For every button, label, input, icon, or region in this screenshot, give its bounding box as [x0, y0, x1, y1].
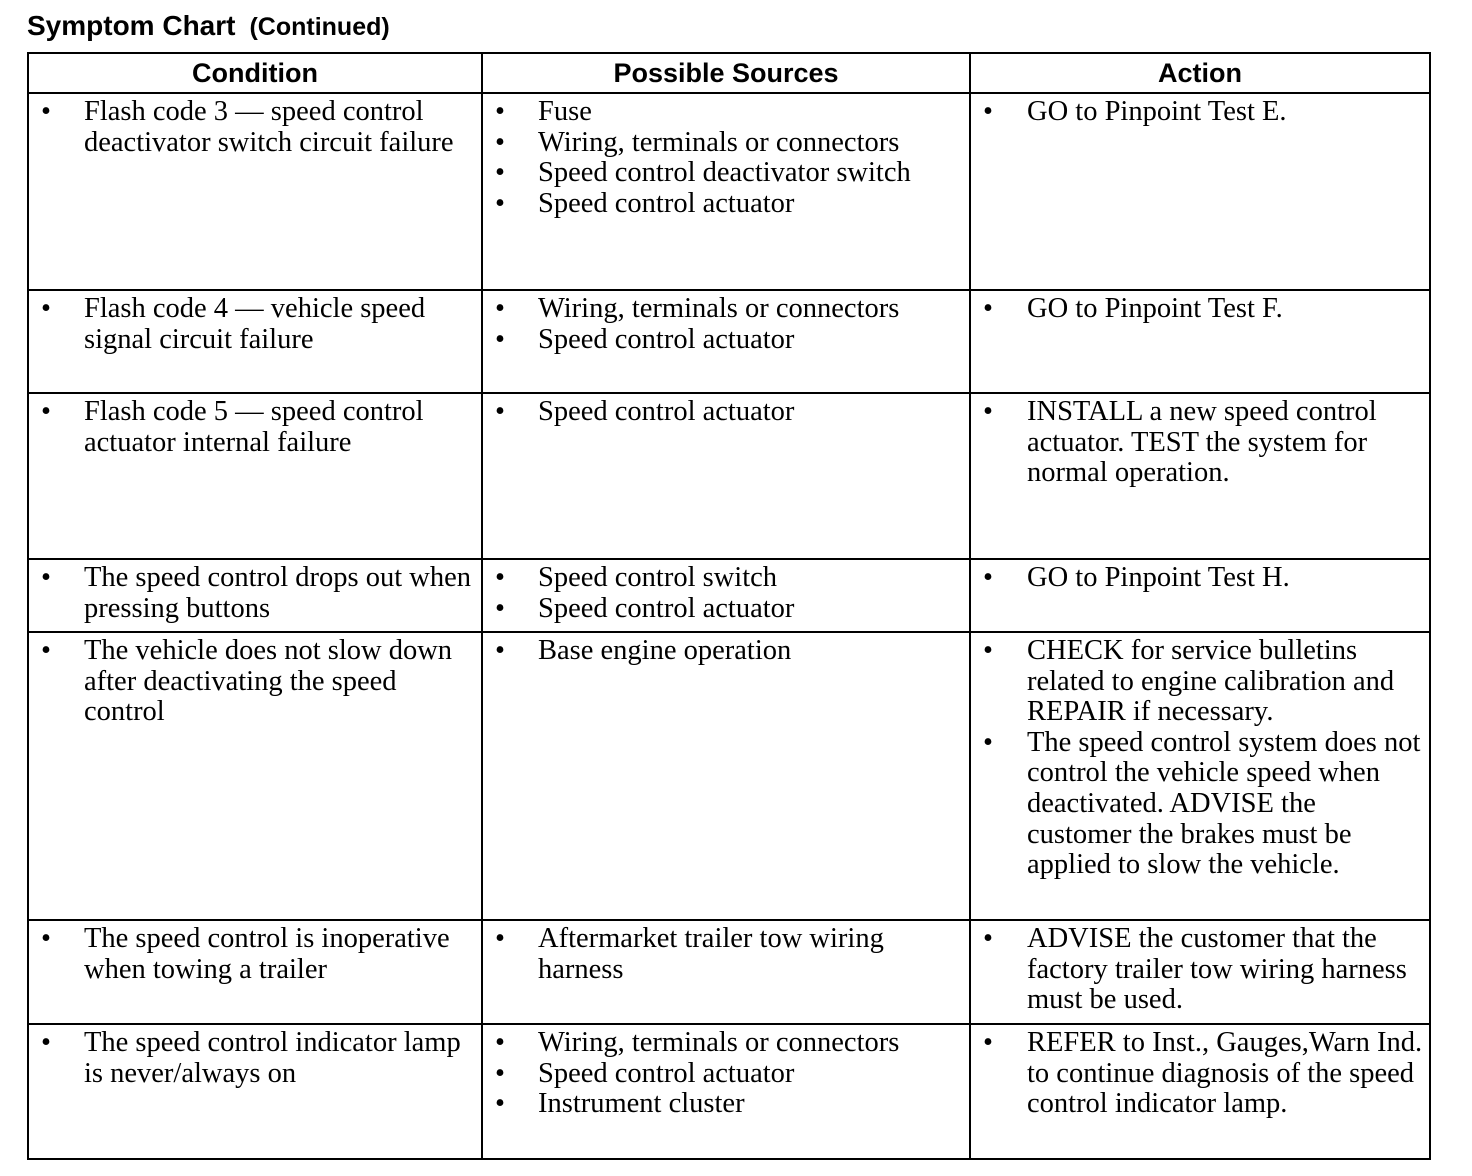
action-item: • REFER to Inst., Gauges,Warn Ind. to continue diagnosis of the speed control indicator lamp. — [981, 1028, 1425, 1120]
table-row — [28, 93, 1430, 290]
column-header-condition: Condition — [28, 53, 482, 93]
condition-item: • The speed control is inoperative when towing a trailer — [39, 924, 477, 985]
chart-title: Symptom Chart — [27, 10, 236, 41]
action-item: • The speed control system does not control the vehicle speed when deactivated. ADVISE the customer the brakes must be applied to slow the vehicle. — [981, 728, 1425, 881]
condition-cell — [28, 93, 482, 290]
condition-item: • Flash code 5 — speed control actuator internal failure — [39, 397, 477, 458]
header-row — [28, 53, 1430, 93]
chart-subtitle: (Continued) — [249, 13, 390, 41]
source-item: • Wiring, terminals or connectors — [493, 294, 965, 325]
source-item: • Speed control deactivator switch — [493, 158, 965, 189]
condition-item: • The vehicle does not slow down after deactivating the speed control — [39, 636, 477, 728]
sources-cell — [482, 93, 970, 290]
table-row — [28, 1024, 1430, 1159]
sources-cell — [482, 559, 970, 632]
table-row — [28, 393, 1430, 559]
column-header-sources: Possible Sources — [482, 53, 970, 93]
table-row — [28, 920, 1430, 1024]
sources-cell — [482, 393, 970, 559]
action-cell — [970, 393, 1430, 559]
action-item: • GO to Pinpoint Test H. — [981, 563, 1425, 594]
condition-item: • Flash code 4 — vehicle speed signal circuit failure — [39, 294, 477, 355]
table-row — [28, 632, 1430, 920]
source-item: • Wiring, terminals or connectors — [493, 128, 965, 159]
condition-cell — [28, 920, 482, 1024]
table-row — [28, 290, 1430, 393]
condition-cell — [28, 559, 482, 632]
column-header-action: Action — [970, 53, 1430, 93]
condition-cell — [28, 290, 482, 393]
action-cell — [970, 1024, 1430, 1159]
sources-cell — [482, 920, 970, 1024]
source-item: • Instrument cluster — [493, 1089, 965, 1120]
source-item: • Speed control actuator — [493, 189, 965, 220]
action-cell — [970, 290, 1430, 393]
action-cell — [970, 632, 1430, 920]
condition-item: • The speed control indicator lamp is never/always on — [39, 1028, 477, 1089]
table-row — [28, 559, 1430, 632]
action-cell — [970, 93, 1430, 290]
source-item: • Speed control actuator — [493, 397, 965, 428]
page-title — [27, 8, 390, 45]
action-item: • ADVISE the customer that the factory trailer tow wiring harness must be used. — [981, 924, 1425, 1016]
source-item: • Speed control actuator — [493, 325, 965, 356]
action-item: • GO to Pinpoint Test F. — [981, 294, 1425, 325]
sources-cell — [482, 1024, 970, 1159]
condition-cell — [28, 632, 482, 920]
action-item: • CHECK for service bulletins related to engine calibration and REPAIR if necessary. — [981, 636, 1425, 728]
source-item: • Aftermarket trailer tow wiring harness — [493, 924, 965, 985]
source-item: • Speed control switch — [493, 563, 965, 594]
action-item: • GO to Pinpoint Test E. — [981, 97, 1425, 128]
source-item: • Wiring, terminals or connectors — [493, 1028, 965, 1059]
sources-cell — [482, 632, 970, 920]
sources-cell — [482, 290, 970, 393]
action-cell — [970, 920, 1430, 1024]
action-item: • INSTALL a new speed control actuator. TEST the system for normal operation. — [981, 397, 1425, 489]
condition-item: • The speed control drops out when pressing buttons — [39, 563, 477, 624]
condition-cell — [28, 1024, 482, 1159]
source-item: • Speed control actuator — [493, 594, 965, 625]
condition-cell — [28, 393, 482, 559]
condition-item: • Flash code 3 — speed control deactivator switch circuit failure — [39, 97, 477, 158]
symptom-chart-table — [27, 52, 1431, 1160]
source-item: • Base engine operation — [493, 636, 965, 667]
source-item: • Speed control actuator — [493, 1059, 965, 1090]
action-cell — [970, 559, 1430, 632]
source-item: • Fuse — [493, 97, 965, 128]
